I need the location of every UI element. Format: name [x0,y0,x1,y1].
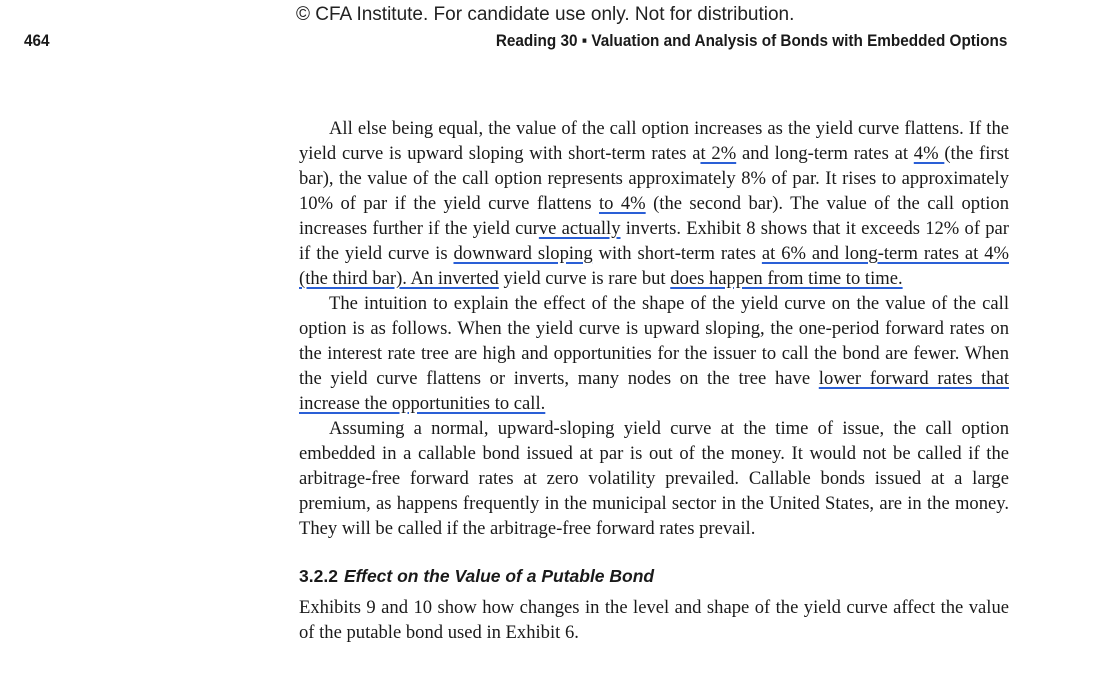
underlined-annotation: t 2% [700,143,737,164]
text-span: and long-term rates at [736,143,914,164]
paragraph-putable-exhibits [299,595,1009,645]
text-span: Assuming a normal, upward-sloping yield curve at the time of issue, the call option embedded in a callable bond issued at par is out of the money. It would not be called if the arbitrage-free forward rates at zero volatility prevailed. Callable bonds issued at a large premium, as happens frequently in the municipal sector in the United States, are in the money. They will be called if the arbitrage-free forward rates prevail. [299,418,1009,539]
text-span: The intuition to explain the effect of the shape of the yield curve on the value of the call option is as follows. When the yield curve is upward sloping, the one-period forward rates on the interest rate tree are high and opportunities for the issuer to call the bond are fewer. When the yield curve flattens or inverts, many nodes on the tree have [299,293,1009,389]
paragraph-call-option-flattening [299,116,1009,291]
underlined-annotation: lower forward rates that increase the opportunities to call. [299,368,1009,414]
underlined-annotation: downward sloping [453,243,593,264]
text-span: (the first bar), the value of the call option represents approximately 8% of par. It rises to approximately 10% of par if the yield curve flattens [299,143,1009,214]
running-head: Reading 30 ▪ Valuation and Analysis of Bonds with Embedded Options [495,31,1007,50]
text-span: with short-term rates [592,243,762,264]
section-subheading [299,565,1009,587]
page-number: 464 [24,31,50,50]
watermark: © CFA Institute. For candidate use only. Not for distribution. [296,4,795,25]
subheading-number: 3.2.2 [299,566,338,586]
underlined-annotation: to 4% [598,193,646,214]
text-span: (the second bar). The value of the call option increases further if the yield cur [299,193,1010,239]
underlined-annotation: ve actually [538,218,621,239]
text-span: Exhibits 9 and 10 show how changes in the level and shape of the yield curve affect the value of the putable bond used in Exhibit 6. [299,597,1009,643]
body-text [299,116,1009,645]
underlined-annotation: does happen from time to time. [670,268,903,289]
paragraph-intuition [299,291,1009,416]
underlined-annotation: 4% [913,143,945,164]
paragraph-normal-yield-curve [299,416,1009,541]
text-span: All else being equal, the value of the call option increases as the yield curve flattens. If the yield curve is upward sloping with short-term rates a [299,118,1009,164]
underlined-annotation: at 6% and long-term rates at 4% (the third bar). An inverted [299,243,1009,289]
subheading-title: Effect on the Value of a Putable Bond [343,566,655,586]
text-span: yield curve is rare but [498,268,671,289]
text-span: inverts. Exhibit 8 shows that it exceeds 12% of par if the yield curve is [299,218,1009,264]
